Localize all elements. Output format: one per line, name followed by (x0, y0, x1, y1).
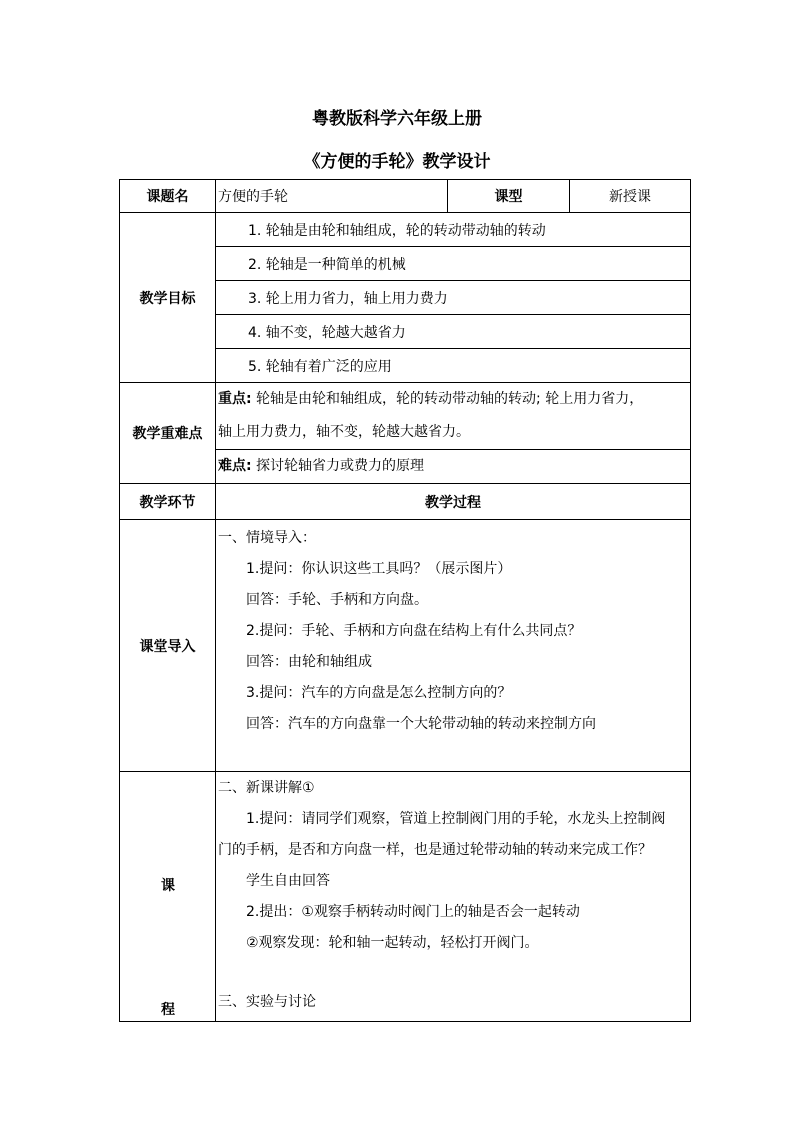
focus-text-cont: 轴上用力费力，轴不变，轮越大越省力。 (218, 424, 470, 440)
lesson-plan-table (119, 179, 691, 1022)
key-difficulty-cell (216, 450, 691, 484)
intro-line: 3.提问：汽车的方向盘是怎么控制方向的？ (246, 685, 512, 701)
objective-item: 2. 轮轴是一种简单的机械 (216, 247, 691, 281)
topic-value: 方便的手轮 (216, 180, 448, 213)
course-heading: 二、新课讲解① (218, 780, 315, 796)
intro-line: 回答：手轮、手柄和方向盘。 (246, 592, 428, 608)
objective-item: 4. 轴不变，轮越大越省力 (216, 315, 691, 349)
document-title-line1: 粤教版科学六年级上册 (312, 109, 482, 129)
course-line: 2.提出：①观察手柄转动时阀门上的轴是否会一起转动 (246, 904, 580, 920)
key-points-label: 教学重难点 (120, 383, 216, 484)
objectives-label: 教学目标 (120, 213, 216, 383)
intro-line: 1.提问：你认识这些工具吗？（展示图片） (246, 561, 512, 577)
intro-content (216, 520, 691, 772)
course-line: 1.提问：请同学们观察，管道上控制阀门用的手轮，水龙头上控制阀 (246, 811, 666, 827)
objective-item: 1. 轮轴是由轮和轴组成，轮的转动带动轴的转动 (216, 213, 691, 247)
course-label-cell (120, 772, 216, 1022)
intro-line: 回答：由轮和轴组成 (246, 654, 372, 670)
topic-label: 课题名 (120, 180, 216, 213)
course-line: 学生自由回答 (246, 873, 330, 889)
type-value: 新授课 (570, 180, 691, 213)
process-header: 教学过程 (216, 484, 691, 520)
objective-item: 3. 轮上用力省力，轴上用力费力 (216, 281, 691, 315)
objective-item: 5. 轮轴有着广泛的应用 (216, 349, 691, 383)
intro-line: 2.提问：手轮、手柄和方向盘在结构上有什么共同点？ (246, 623, 582, 639)
intro-label: 课堂导入 (120, 520, 216, 772)
difficulty-text: 探讨轮轴省力或费力的原理 (251, 458, 425, 474)
type-label: 课型 (448, 180, 570, 213)
course-label-char1: 课 (161, 878, 175, 894)
focus-label: 重点: (218, 391, 252, 407)
course-section3: 三、实验与讨论 (218, 994, 316, 1010)
course-label-char2: 程 (161, 1002, 175, 1018)
key-focus-cell (216, 383, 691, 450)
focus-text: 轮轴是由轮和轴组成，轮的转动带动轴的转动; 轮上用力省力， (251, 391, 644, 407)
difficulty-label: 难点: (218, 458, 252, 474)
intro-line: 回答：汽车的方向盘靠一个大轮带动轴的转动来控制方向 (246, 716, 596, 732)
stage-header: 教学环节 (120, 484, 216, 520)
course-content (216, 772, 691, 1022)
course-line: 门的手柄，是否和方向盘一样，也是通过轮带动轴的转动来完成工作？ (218, 842, 652, 858)
document-title-line2: 《方便的手轮》教学设计 (303, 152, 491, 172)
intro-line: 一、情境导入： (218, 530, 316, 546)
course-line: ②观察发现：轮和轴一起转动，轻松打开阀门。 (246, 935, 539, 951)
